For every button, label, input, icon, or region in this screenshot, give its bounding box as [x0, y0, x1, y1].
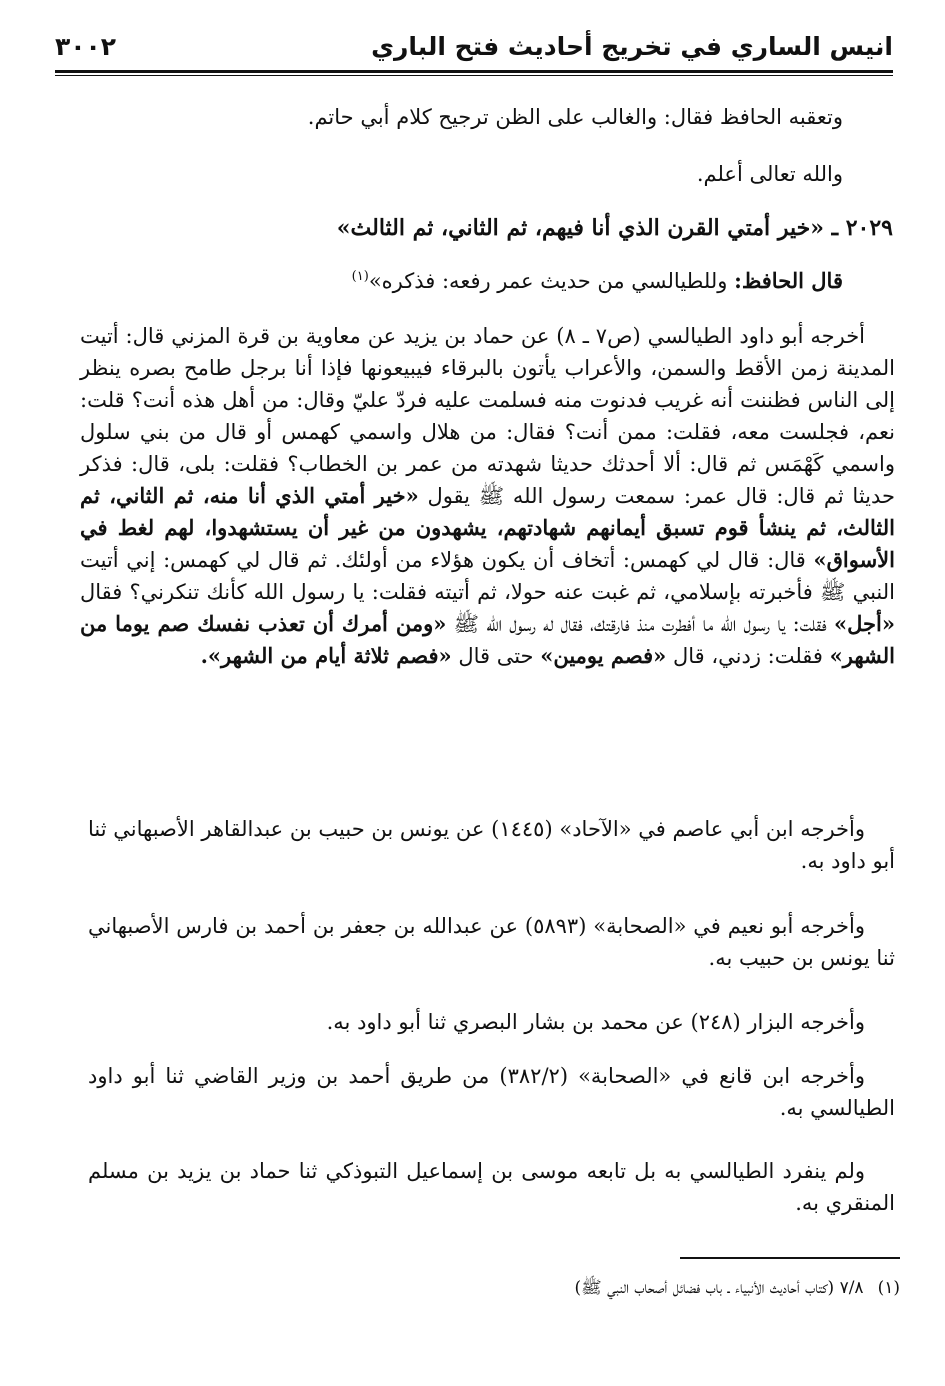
hadith-quote-3: «ومن أمرك أن تعذب نفسك صم يوما من الشهر» [80, 611, 895, 668]
footnote-number: (١) [877, 1278, 900, 1298]
hadith-quote-5: «فصم ثلاثة أيام من الشهر». [200, 643, 452, 668]
hafiz-quote [120, 265, 843, 297]
paragraph-hafiz-comment: وتعقبه الحافظ فقال: والغالب على الظن ترجيح كلام أبي حاتم. [307, 105, 843, 129]
footnote-separator [680, 1257, 900, 1259]
hadith-heading: ٢٠٢٩ ـ «خير أمتي القرن الذي أنا فيهم، ثم الثاني، ثم الثالث» [336, 215, 893, 241]
book-title: انيس الساري في تخريج أحاديث فتح الباري [371, 32, 893, 61]
main-text-1: أخرجه أبو داود الطيالسي (ص٧ ـ ٨) عن حماد بن يزيد عن معاوية بن قرة المزني قال: أتيت المدينة زمن الأقط والسمن، والأعراب يأتون بالبرقاء فيبيعونها فإذا أنا برجل طامح بصره ينظر إلى الناس فظننت أنه غريب فدنوت منه فسلمت عليه فردّ عليّ وقال: من أهل هذه أنت؟ قلت: نعم، فجلست معه، فقلت: ممن أنت؟ فقال: من هلال واسمي كهمس أو قال من بني سلول واسمي كَهْمَس ثم قال: ألا أحدثك حديثا شهدته من عمر بن الخطاب؟ فقلت: بلى، قال: فذكر حديثا ثم قال: قال عمر: سمعت رسول الله ﷺ يقول [80, 324, 896, 508]
main-text-3: فقلت: يا رسول الله ما أفطرت منذ فارقتك، فقال له رسول الله ﷺ [453, 612, 827, 636]
header-rule-thin [55, 75, 893, 76]
hadith-quote-4: «فصم يومين» [540, 643, 667, 668]
header-rule-thick [55, 70, 893, 73]
hadith-quote-2: «أجل» [834, 611, 895, 636]
footnote [80, 1277, 900, 1302]
main-text-4: فقلت: زدني، قال [672, 644, 823, 668]
paragraph-bazzar: وأخرجه البزار (٢٤٨) عن محمد بن بشار البصري ثنا أبو داود به. [326, 1010, 865, 1034]
hafiz-label: قال الحافظ: [734, 268, 843, 293]
paragraph-ibn-abi-asim: وأخرجه ابن أبي عاصم في «الآحاد» (١٤٤٥) عن يونس بن حبيب بن عبدالقاهر الأصبهاني ثنا أبو داود به. [88, 817, 895, 873]
paragraph-ibn-qani: وأخرجه ابن قانع في «الصحابة» (٣٨٢/٢) من طريق أحمد بن وزير القاضي ثنا أبو داود الطيالسي به. [88, 1064, 895, 1120]
main-takhrij-paragraph [80, 320, 895, 672]
page-header [55, 30, 893, 76]
hadith-quote-1: «خير أمتي الذي أنا منه، ثم الثاني، ثم الثالث، ثم ينشأ قوم تسبق أيمانهم شهادتهم، يشهدون من غير أن يستشهدوا، لهم لغط في الأسواق» [80, 483, 895, 572]
hafiz-text: وللطيالسي من حديث عمر رفعه: فذكره» [368, 269, 728, 293]
paragraph-abu-nuaym: وأخرجه أبو نعيم في «الصحابة» (٥٨٩٣) عن عبدالله بن جعفر بن أحمد بن فارس الأصبهاني ثنا يونس بن حبيب به. [88, 914, 895, 970]
paragraph-allahu-alam: والله تعالى أعلم. [696, 162, 843, 186]
main-text-2: قال: قال لي كهمس: أتخاف أن يكون هؤلاء من أولئك. ثم قال لي كهمس: إني أتيت النبي ﷺ فأخبرته بإسلامي، ثم غبت عنه حولا، ثم أتيته فقلت: يا رسول الله كأنك تنكرني؟ فقال [80, 548, 895, 604]
paragraph-lam-yanfarid: ولم ينفرد الطيالسي به بل تابعه موسى بن إسماعيل التبوذكي ثنا حماد بن يزيد بن مسلم المنقري به. [88, 1159, 895, 1215]
page-number: ٣٠٠٢ [55, 32, 117, 61]
footnote-ref: (١) [351, 269, 369, 284]
main-text-5: حتى قال [458, 644, 534, 668]
footnote-text: ٧/٨ (كتاب أحاديث الأنبياء ـ باب فضائل أصحاب النبي ﷺ) [574, 1278, 864, 1298]
